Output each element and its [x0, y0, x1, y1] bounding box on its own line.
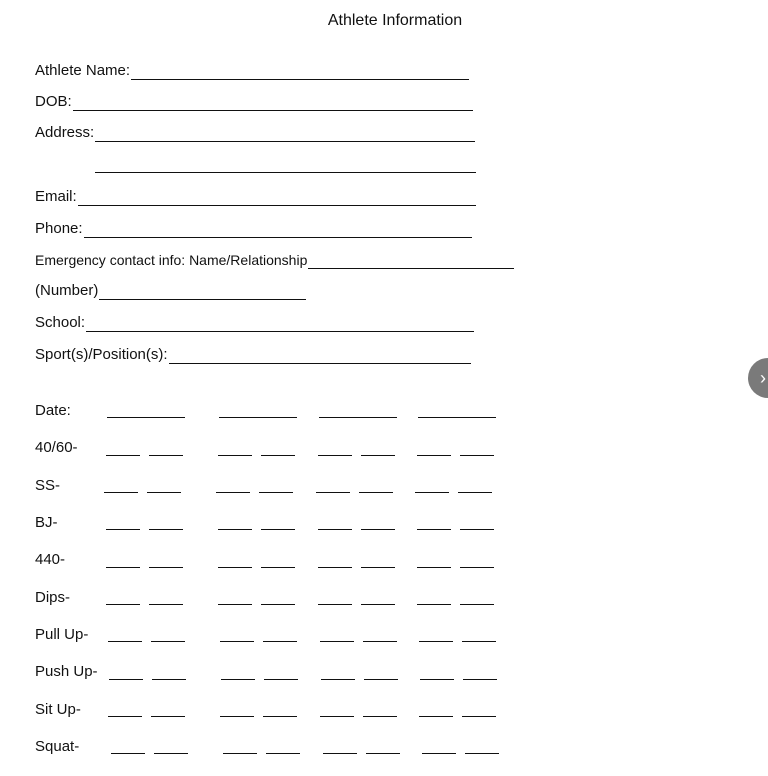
squat-blank[interactable]	[266, 752, 300, 754]
push-up-blank[interactable]	[364, 678, 398, 680]
push-up-blank[interactable]	[221, 678, 255, 680]
ss-blank[interactable]	[104, 491, 138, 493]
ss-blank[interactable]	[458, 491, 492, 493]
pull-up-label: Pull Up-	[35, 626, 89, 643]
pull-up-blank[interactable]	[419, 640, 453, 642]
squat-blank[interactable]	[366, 752, 400, 754]
bj-blank[interactable]	[149, 528, 183, 530]
pull-up-blank[interactable]	[320, 640, 354, 642]
ss-blank[interactable]	[316, 491, 350, 493]
sports-field[interactable]	[35, 346, 471, 364]
dips-blank[interactable]	[318, 603, 352, 605]
sit-up-blank[interactable]	[263, 715, 297, 717]
ss-blank[interactable]	[216, 491, 250, 493]
email-field[interactable]	[35, 188, 476, 206]
bj-blank[interactable]	[460, 528, 494, 530]
push-up-blank[interactable]	[152, 678, 186, 680]
number-label: (Number)	[35, 282, 99, 299]
four-forty-blank[interactable]	[106, 566, 140, 568]
phone-label: Phone:	[35, 220, 83, 237]
dob-field[interactable]	[35, 93, 473, 111]
emergency-line[interactable]	[308, 251, 514, 269]
forty-sixty-blank[interactable]	[261, 454, 295, 456]
squat-label: Squat-	[35, 738, 80, 755]
email-label: Email:	[35, 188, 77, 205]
four-forty-blank[interactable]	[261, 566, 295, 568]
bj-blank[interactable]	[261, 528, 295, 530]
four-forty-blank[interactable]	[417, 566, 451, 568]
ss-blank[interactable]	[259, 491, 293, 493]
bj-blank[interactable]	[361, 528, 395, 530]
date-blank[interactable]	[418, 416, 496, 418]
sports-label: Sport(s)/Position(s):	[35, 346, 168, 363]
sports-line[interactable]	[169, 346, 471, 364]
ss-blank[interactable]	[147, 491, 181, 493]
address-line[interactable]	[95, 124, 475, 142]
school-field[interactable]	[35, 314, 474, 332]
address-label: Address:	[35, 124, 95, 141]
forty-sixty-blank[interactable]	[460, 454, 494, 456]
bj-blank[interactable]	[318, 528, 352, 530]
squat-blank[interactable]	[111, 752, 145, 754]
dob-line[interactable]	[73, 93, 473, 111]
four-forty-label: 440-	[35, 551, 66, 568]
next-page-button[interactable]	[748, 358, 768, 398]
athlete-name-label: Athlete Name:	[35, 62, 131, 79]
phone-line[interactable]	[84, 220, 472, 238]
date-blank[interactable]	[219, 416, 297, 418]
bj-label: BJ-	[35, 514, 58, 531]
four-forty-blank[interactable]	[218, 566, 252, 568]
squat-blank[interactable]	[422, 752, 456, 754]
squat-blank[interactable]	[223, 752, 257, 754]
sit-up-blank[interactable]	[419, 715, 453, 717]
forty-sixty-blank[interactable]	[106, 454, 140, 456]
number-line[interactable]	[99, 282, 306, 300]
dips-blank[interactable]	[417, 603, 451, 605]
sit-up-blank[interactable]	[363, 715, 397, 717]
school-label: School:	[35, 314, 86, 331]
sit-up-blank[interactable]	[320, 715, 354, 717]
date-blank[interactable]	[107, 416, 185, 418]
school-line[interactable]	[86, 314, 474, 332]
page-title: Athlete Information	[327, 12, 463, 29]
push-up-blank[interactable]	[109, 678, 143, 680]
dips-blank[interactable]	[460, 603, 494, 605]
four-forty-blank[interactable]	[318, 566, 352, 568]
four-forty-blank[interactable]	[361, 566, 395, 568]
squat-blank[interactable]	[323, 752, 357, 754]
sit-up-label: Sit Up-	[35, 701, 81, 718]
dob-label: DOB:	[35, 93, 72, 110]
email-line[interactable]	[78, 188, 476, 206]
emergency-field[interactable]	[35, 251, 514, 269]
push-up-blank[interactable]	[463, 678, 497, 680]
squat-blank[interactable]	[154, 752, 188, 754]
chevron-right-icon: ›	[760, 368, 766, 388]
dips-blank[interactable]	[218, 603, 252, 605]
emergency-label: Emergency contact info: Name/Relationship	[35, 252, 308, 268]
pull-up-blank[interactable]	[108, 640, 142, 642]
sit-up-blank[interactable]	[151, 715, 185, 717]
bj-blank[interactable]	[417, 528, 451, 530]
pull-up-blank[interactable]	[151, 640, 185, 642]
forty-sixty-blank[interactable]	[361, 454, 395, 456]
bj-blank[interactable]	[218, 528, 252, 530]
dips-blank[interactable]	[149, 603, 183, 605]
pull-up-blank[interactable]	[462, 640, 496, 642]
forty-sixty-label: 40/60-	[35, 439, 78, 456]
dips-blank[interactable]	[261, 603, 295, 605]
date-blank[interactable]	[319, 416, 397, 418]
dips-label: Dips-	[35, 589, 71, 606]
forty-sixty-blank[interactable]	[149, 454, 183, 456]
pull-up-blank[interactable]	[220, 640, 254, 642]
date-label: Date:	[35, 402, 71, 419]
athlete-name-field[interactable]	[35, 62, 469, 80]
address-field[interactable]	[35, 124, 475, 142]
sit-up-blank[interactable]	[108, 715, 142, 717]
sit-up-blank[interactable]	[462, 715, 496, 717]
pull-up-blank[interactable]	[263, 640, 297, 642]
push-up-label: Push Up-	[35, 663, 98, 680]
squat-blank[interactable]	[465, 752, 499, 754]
ss-blank[interactable]	[415, 491, 449, 493]
bj-blank[interactable]	[106, 528, 140, 530]
push-up-blank[interactable]	[321, 678, 355, 680]
pull-up-blank[interactable]	[363, 640, 397, 642]
forty-sixty-blank[interactable]	[318, 454, 352, 456]
ss-blank[interactable]	[359, 491, 393, 493]
push-up-blank[interactable]	[264, 678, 298, 680]
phone-field[interactable]	[35, 220, 472, 238]
sit-up-blank[interactable]	[220, 715, 254, 717]
dips-blank[interactable]	[106, 603, 140, 605]
four-forty-blank[interactable]	[460, 566, 494, 568]
dips-blank[interactable]	[361, 603, 395, 605]
forty-sixty-blank[interactable]	[218, 454, 252, 456]
number-field[interactable]	[35, 282, 306, 300]
address-line-2[interactable]	[95, 171, 476, 173]
athlete-name-line[interactable]	[131, 62, 469, 80]
forty-sixty-blank[interactable]	[417, 454, 451, 456]
ss-label: SS-	[35, 477, 61, 494]
four-forty-blank[interactable]	[149, 566, 183, 568]
push-up-blank[interactable]	[420, 678, 454, 680]
